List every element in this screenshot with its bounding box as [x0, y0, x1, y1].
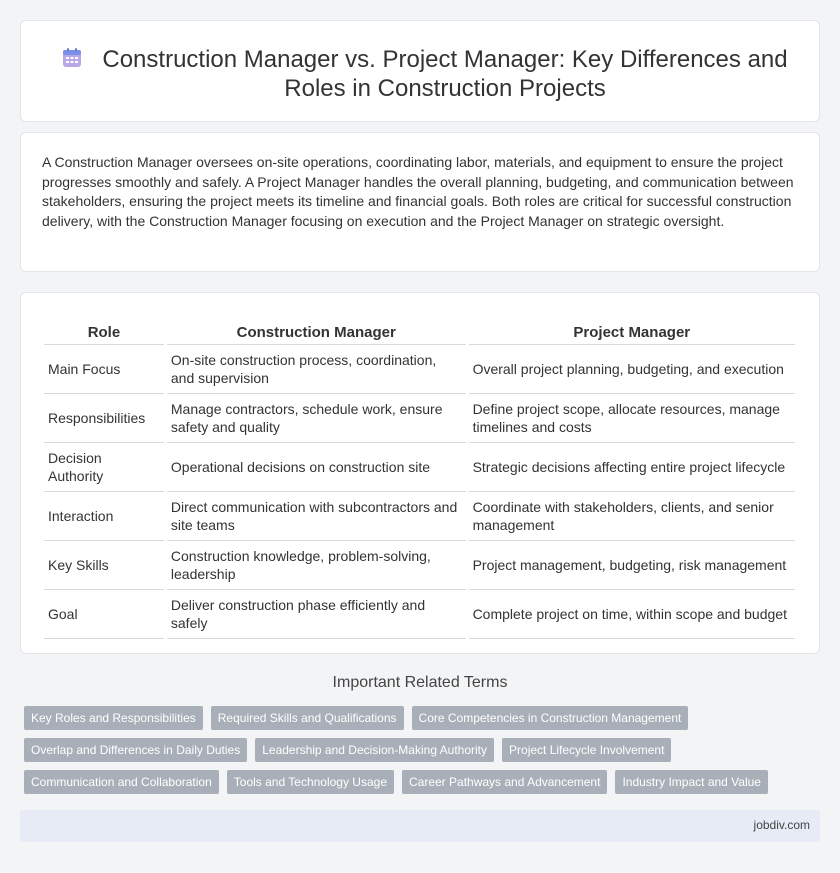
table-cell: Coordinate with stakeholders, clients, and senior management: [469, 492, 795, 541]
table-cell: Overall project planning, budgeting, and execution: [469, 345, 795, 394]
intro-text: A Construction Manager oversees on-site operations, coordinating labor, materials, and equipment to ensure the project progresses smoothly and safely. A Project Manager handles the overall planning, budgeting, and communication between stakeholders, ensuring the project meets its timeline and financial goals. Both roles are critical for successful construction delivery, with the Construction Manager focusing on execution and the Project Manager on strategic oversight.: [42, 154, 794, 229]
related-terms-title: Important Related Terms: [332, 674, 508, 691]
table-cell: Project management, budgeting, risk management: [469, 541, 795, 590]
table-row: [44, 394, 795, 443]
related-term-tag[interactable]: Industry Impact and Value: [615, 770, 768, 794]
table-cell: Interaction: [44, 492, 164, 541]
table-cell: Direct communication with subcontractors and site teams: [167, 492, 466, 541]
table-cell: Strategic decisions affecting entire project lifecycle: [469, 443, 795, 492]
table-row: [44, 443, 795, 492]
footer-site-link[interactable]: jobdiv.com: [753, 818, 810, 832]
column-header: Project Manager: [469, 313, 795, 345]
table-row: [44, 492, 795, 541]
header-card: [20, 20, 820, 122]
table-cell: Responsibilities: [44, 394, 164, 443]
related-term-tag[interactable]: Overlap and Differences in Daily Duties: [24, 738, 247, 762]
footer: [20, 810, 820, 842]
table-row: [44, 345, 795, 394]
comparison-table: [41, 313, 798, 639]
tag-row: [24, 706, 804, 730]
related-term-tag[interactable]: Core Competencies in Construction Management: [412, 706, 689, 730]
comparison-card: [20, 292, 820, 654]
related-term-tag[interactable]: Career Pathways and Advancement: [402, 770, 607, 794]
table-cell: Define project scope, allocate resources, manage timelines and costs: [469, 394, 795, 443]
related-term-tag[interactable]: Key Roles and Responsibilities: [24, 706, 203, 730]
table-row: [44, 590, 795, 639]
tag-row: [24, 770, 804, 794]
table-cell: Decision Authority: [44, 443, 164, 492]
related-term-tag[interactable]: Leadership and Decision-Making Authority: [255, 738, 494, 762]
table-cell: Manage contractors, schedule work, ensure safety and quality: [167, 394, 466, 443]
related-term-tag[interactable]: Tools and Technology Usage: [227, 770, 394, 794]
table-header-row: [44, 313, 795, 345]
column-header: Construction Manager: [167, 313, 466, 345]
table-row: [44, 541, 795, 590]
page-title: Construction Manager vs. Project Manager: Key Differences and Roles in Construction Projects: [102, 46, 788, 102]
table-cell: On-site construction process, coordination, and supervision: [167, 345, 466, 394]
table-cell: Operational decisions on construction site: [167, 443, 466, 492]
calendar-icon: [61, 47, 83, 69]
tag-row: [24, 738, 804, 762]
table-cell: Deliver construction phase efficiently and safely: [167, 590, 466, 639]
related-term-tag[interactable]: Communication and Collaboration: [24, 770, 219, 794]
related-terms-list: [24, 706, 804, 802]
intro-card: [20, 132, 820, 272]
table-cell: Construction knowledge, problem-solving, leadership: [167, 541, 466, 590]
table-cell: Goal: [44, 590, 164, 639]
column-header: Role: [44, 313, 164, 345]
table-cell: Main Focus: [44, 345, 164, 394]
related-term-tag[interactable]: Project Lifecycle Involvement: [502, 738, 671, 762]
table-cell: Key Skills: [44, 541, 164, 590]
related-term-tag[interactable]: Required Skills and Qualifications: [211, 706, 404, 730]
table-cell: Complete project on time, within scope and budget: [469, 590, 795, 639]
